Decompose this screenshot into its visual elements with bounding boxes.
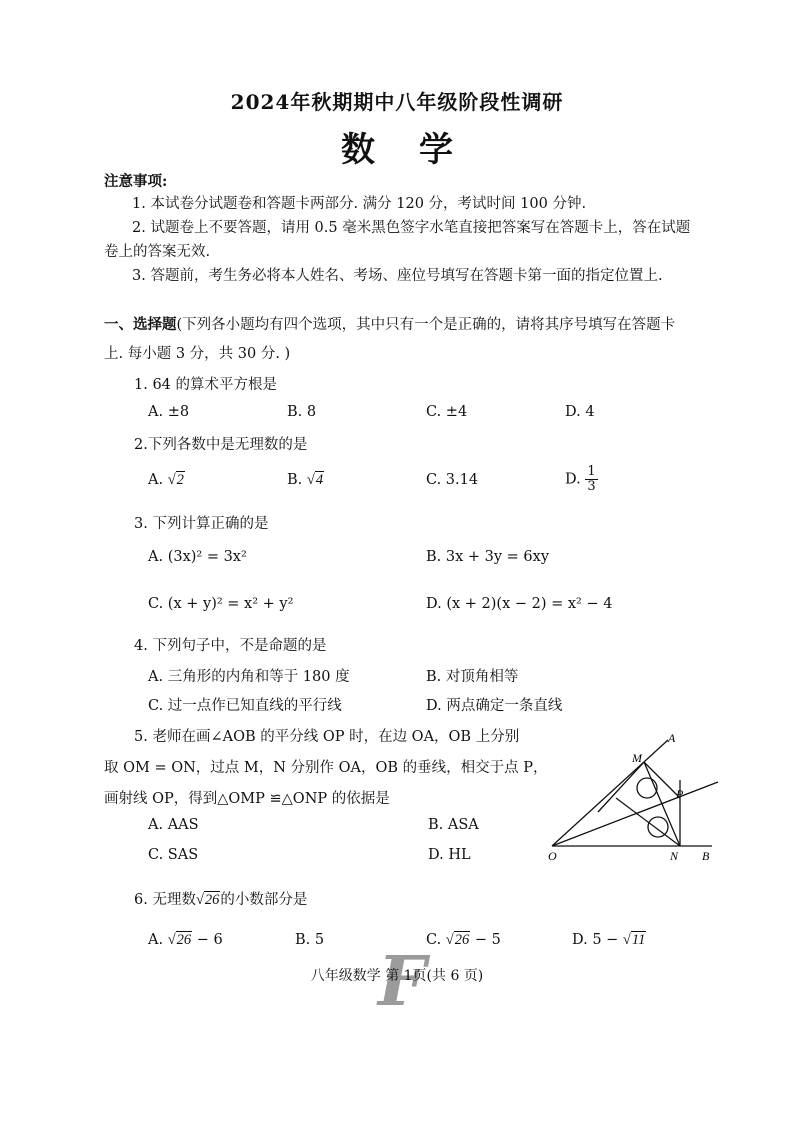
- q5-option-b: B. ASA: [428, 817, 479, 833]
- section-1-instruction-2: 上. 每小题 3 分，共 30 分. ): [104, 346, 291, 362]
- q5-line-2: 取 OM = ON，过点 M，N 分别作 OA，OB 的垂线，相交于点 P，: [104, 760, 548, 776]
- label-m: M: [632, 751, 642, 765]
- section-1-heading: 一、选择题: [104, 316, 177, 333]
- construction-line-3: [644, 762, 680, 846]
- q6-option-a: A. √26 − 6: [148, 932, 223, 948]
- marker-circle-1: [637, 778, 657, 798]
- q4-option-b: B. 对顶角相等: [426, 669, 519, 685]
- notes-heading: 注意事项:: [104, 173, 168, 190]
- q2-option-c: C. 3.14: [426, 472, 479, 488]
- perp-from-m: [644, 762, 680, 798]
- q5-angle-figure: [540, 728, 720, 868]
- q5-line-1: 5. 老师在画∠AOB 的平分线 OP 时，在边 OA，OB 上分别: [134, 729, 520, 745]
- ray-op: [552, 782, 718, 846]
- sqrt-symbol: √2: [167, 472, 184, 488]
- q6-option-b: B. 5: [295, 932, 325, 948]
- note-item-2-cont: 卷上的答案无效.: [104, 244, 211, 260]
- q2-option-d: D. $\frac{1}{3}$: [565, 464, 596, 494]
- q4-option-c: C. 过一点作已知直线的平行线: [148, 698, 342, 714]
- q5-option-c: C. SAS: [148, 847, 199, 863]
- sqrt-symbol: √26: [195, 892, 220, 908]
- q3-option-d: D. (x + 2)(x − 2) = x² − 4: [426, 596, 613, 612]
- q4-option-a: A. 三角形的内角和等于 180 度: [148, 669, 350, 685]
- q2-option-b: B. √4: [287, 472, 324, 488]
- ray-oa: [552, 740, 668, 846]
- q1-option-c: C. ±4: [426, 404, 468, 420]
- q3-option-a: A. (3x)² = 3x²: [148, 549, 247, 565]
- subject-title: 数学: [341, 130, 497, 170]
- q3-stem: 3. 下列计算正确的是: [134, 516, 269, 532]
- q1-stem: 1. 64 的算术平方根是: [134, 377, 278, 393]
- label-o: O: [548, 849, 557, 863]
- q3-option-c: C. (x + y)² = x² + y²: [148, 596, 294, 612]
- section-1-instruction: (下列各小题均有四个选项，其中只有一个是正确的，请将其序号填写在答题卡: [176, 317, 676, 333]
- q2-stem: 2.下列各数中是无理数的是: [134, 437, 308, 453]
- watermark-letter: F: [378, 942, 427, 1022]
- q6-option-c: C. √26 − 5: [426, 932, 501, 948]
- q6-stem: 6. 无理数√26的小数部分是: [134, 892, 308, 908]
- q1-option-d: D. 4: [565, 404, 595, 420]
- label-b: B: [702, 849, 710, 863]
- q2-option-a: A. √2: [148, 472, 184, 488]
- sqrt-symbol: √11: [622, 932, 646, 948]
- label-n: N: [670, 849, 679, 863]
- q1-option-b: B. 8: [287, 404, 317, 420]
- note-item-1: 1. 本试卷分试题卷和答题卡两部分. 满分 120 分，考试时间 100 分钟.: [132, 196, 587, 212]
- q3-option-b: B. 3x + 3y = 6xy: [426, 549, 550, 565]
- sqrt-symbol: √26: [445, 932, 470, 948]
- label-a: A: [668, 731, 676, 745]
- note-item-2: 2. 试题卷上不要答题，请用 0.5 毫米黑色签字水笔直接把答案写在答题卡上，答在试题: [132, 220, 691, 236]
- label-p: P: [676, 787, 684, 801]
- exam-title: 2024年秋期期中八年级阶段性调研: [230, 90, 564, 114]
- fraction: $\frac{1}{3}$: [587, 464, 596, 494]
- page-footer: 八年级数学 第 1页(共 6 页): [310, 968, 484, 984]
- q5-option-d: D. HL: [428, 847, 471, 863]
- sqrt-symbol: √26: [167, 932, 192, 948]
- q1-option-a: A. ±8: [148, 404, 190, 420]
- q4-stem: 4. 下列句子中，不是命题的是: [134, 638, 327, 654]
- note-item-3: 3. 答题前，考生务必将本人姓名、考场、座位号填写在答题卡第一面的指定位置上.: [132, 268, 663, 284]
- q6-option-d: D. 5 − √11: [572, 932, 646, 948]
- q5-line-3: 画射线 OP，得到△OMP ≌△ONP 的依据是: [104, 791, 390, 807]
- q4-option-d: D. 两点确定一条直线: [426, 698, 563, 714]
- marker-circle-2: [648, 817, 668, 837]
- sqrt-symbol: √4: [306, 472, 324, 488]
- q5-option-a: A. AAS: [148, 817, 199, 833]
- section-1-header: [104, 313, 675, 334]
